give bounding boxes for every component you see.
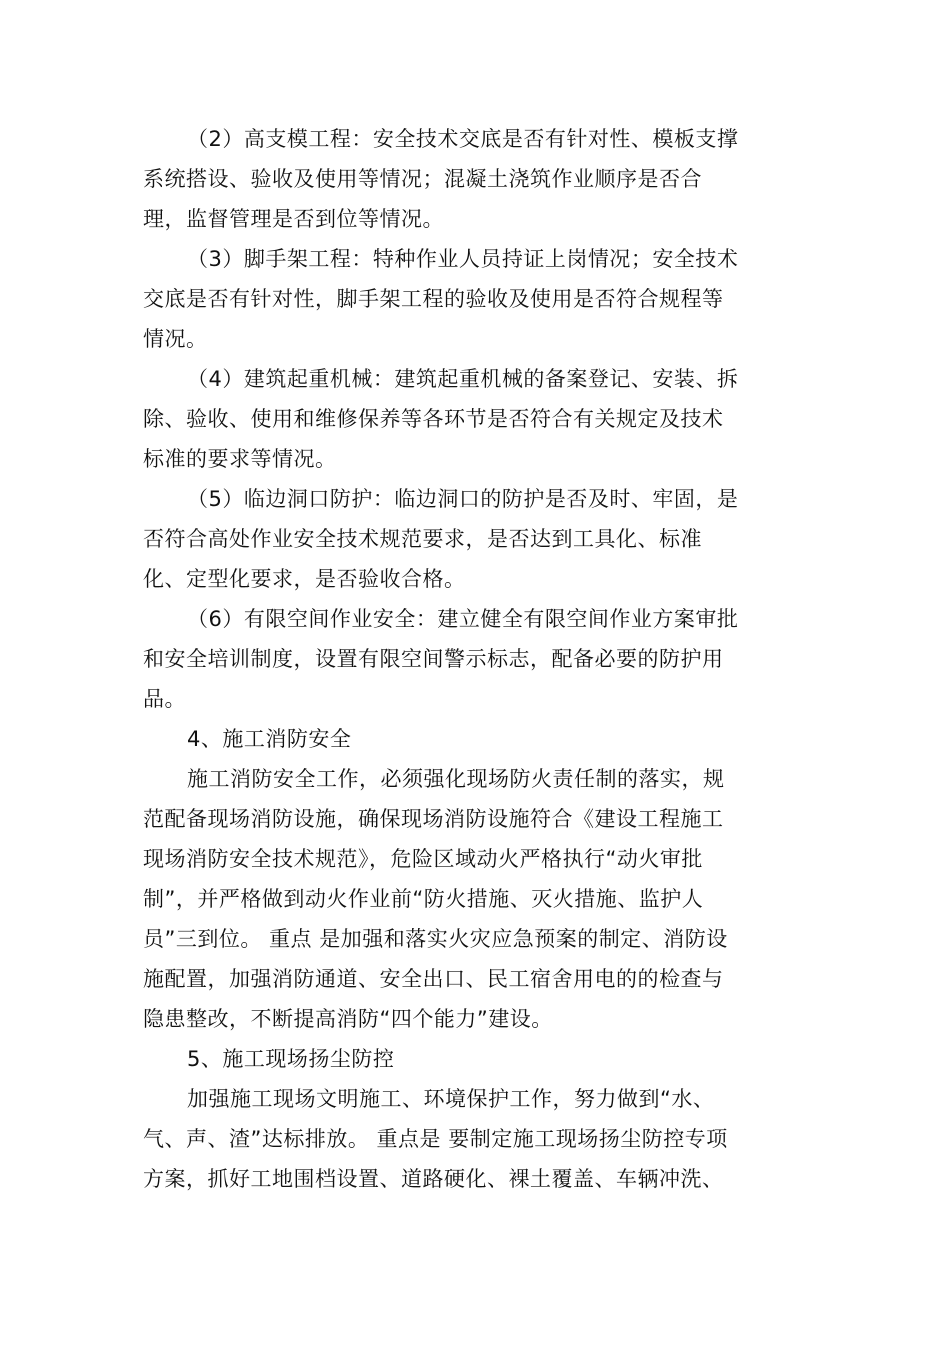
text-line: 加强施工现场文明施工、环境保护工作，努力做到“水、 [187,1087,715,1111]
text-line: 范配备现场消防设施，确保现场消防设施符合《建设工程施工 [143,807,724,831]
text-line: 情况。 [143,327,208,351]
text-line: （6）有限空间作业安全：建立健全有限空间作业方案审批 [187,607,739,631]
text-line: （5）临边洞口防护：临边洞口的防护是否及时、牢固，是 [187,487,739,511]
text-line: 否符合高处作业安全技术规范要求，是否达到工具化、标准 [143,527,702,551]
text-line: 施工消防安全工作，必须强化现场防火责任制的落实，规 [187,767,725,791]
text-line: （2）高支模工程：安全技术交底是否有针对性、模板支撑 [187,127,739,151]
text-line: 品。 [143,687,186,711]
text-line: 除、验收、使用和维修保养等各环节是否符合有关规定及技术 [143,407,724,431]
text-line: 标准的要求等情况。 [143,447,337,471]
text-line: 隐患整改，不断提高消防“四个能力”建设。 [143,1007,553,1031]
text-line: 化、定型化要求，是否验收合格。 [143,567,466,591]
section-heading: 4、施工消防安全 [187,727,352,751]
text-line: 系统搭设、验收及使用等情况；混凝土浇筑作业顺序是否合 [143,167,702,191]
text-line: 交底是否有针对性，脚手架工程的验收及使用是否符合规程等 [143,287,724,311]
text-line: （4）建筑起重机械：建筑起重机械的备案登记、安装、拆 [187,367,739,391]
text-line: 员”三到位。 重点 是加强和落实火灾应急预案的制定、消防设 [143,927,728,951]
text-line: 施配置，加强消防通道、安全出口、民工宿舍用电的的检查与 [143,967,724,991]
text-line: 气、声、渣”达标排放。 重点是 要制定施工现场扬尘防控专项 [143,1127,728,1151]
text-line: 制”，并严格做到动火作业前“防火措施、灭火措施、监护人 [143,887,704,911]
text-line: 理，监督管理是否到位等情况。 [143,207,444,231]
text-line: 和安全培训制度，设置有限空间警示标志，配备必要的防护用 [143,647,724,671]
text-line: 方案，抓好工地围档设置、道路硬化、裸土覆盖、车辆冲洗、 [143,1167,724,1191]
text-line: （3）脚手架工程：特种作业人员持证上岗情况；安全技术 [187,247,739,271]
text-line: 现场消防安全技术规范》，危险区域动火严格执行“动火审批 [143,847,703,871]
section-heading: 5、施工现场扬尘防控 [187,1047,395,1071]
